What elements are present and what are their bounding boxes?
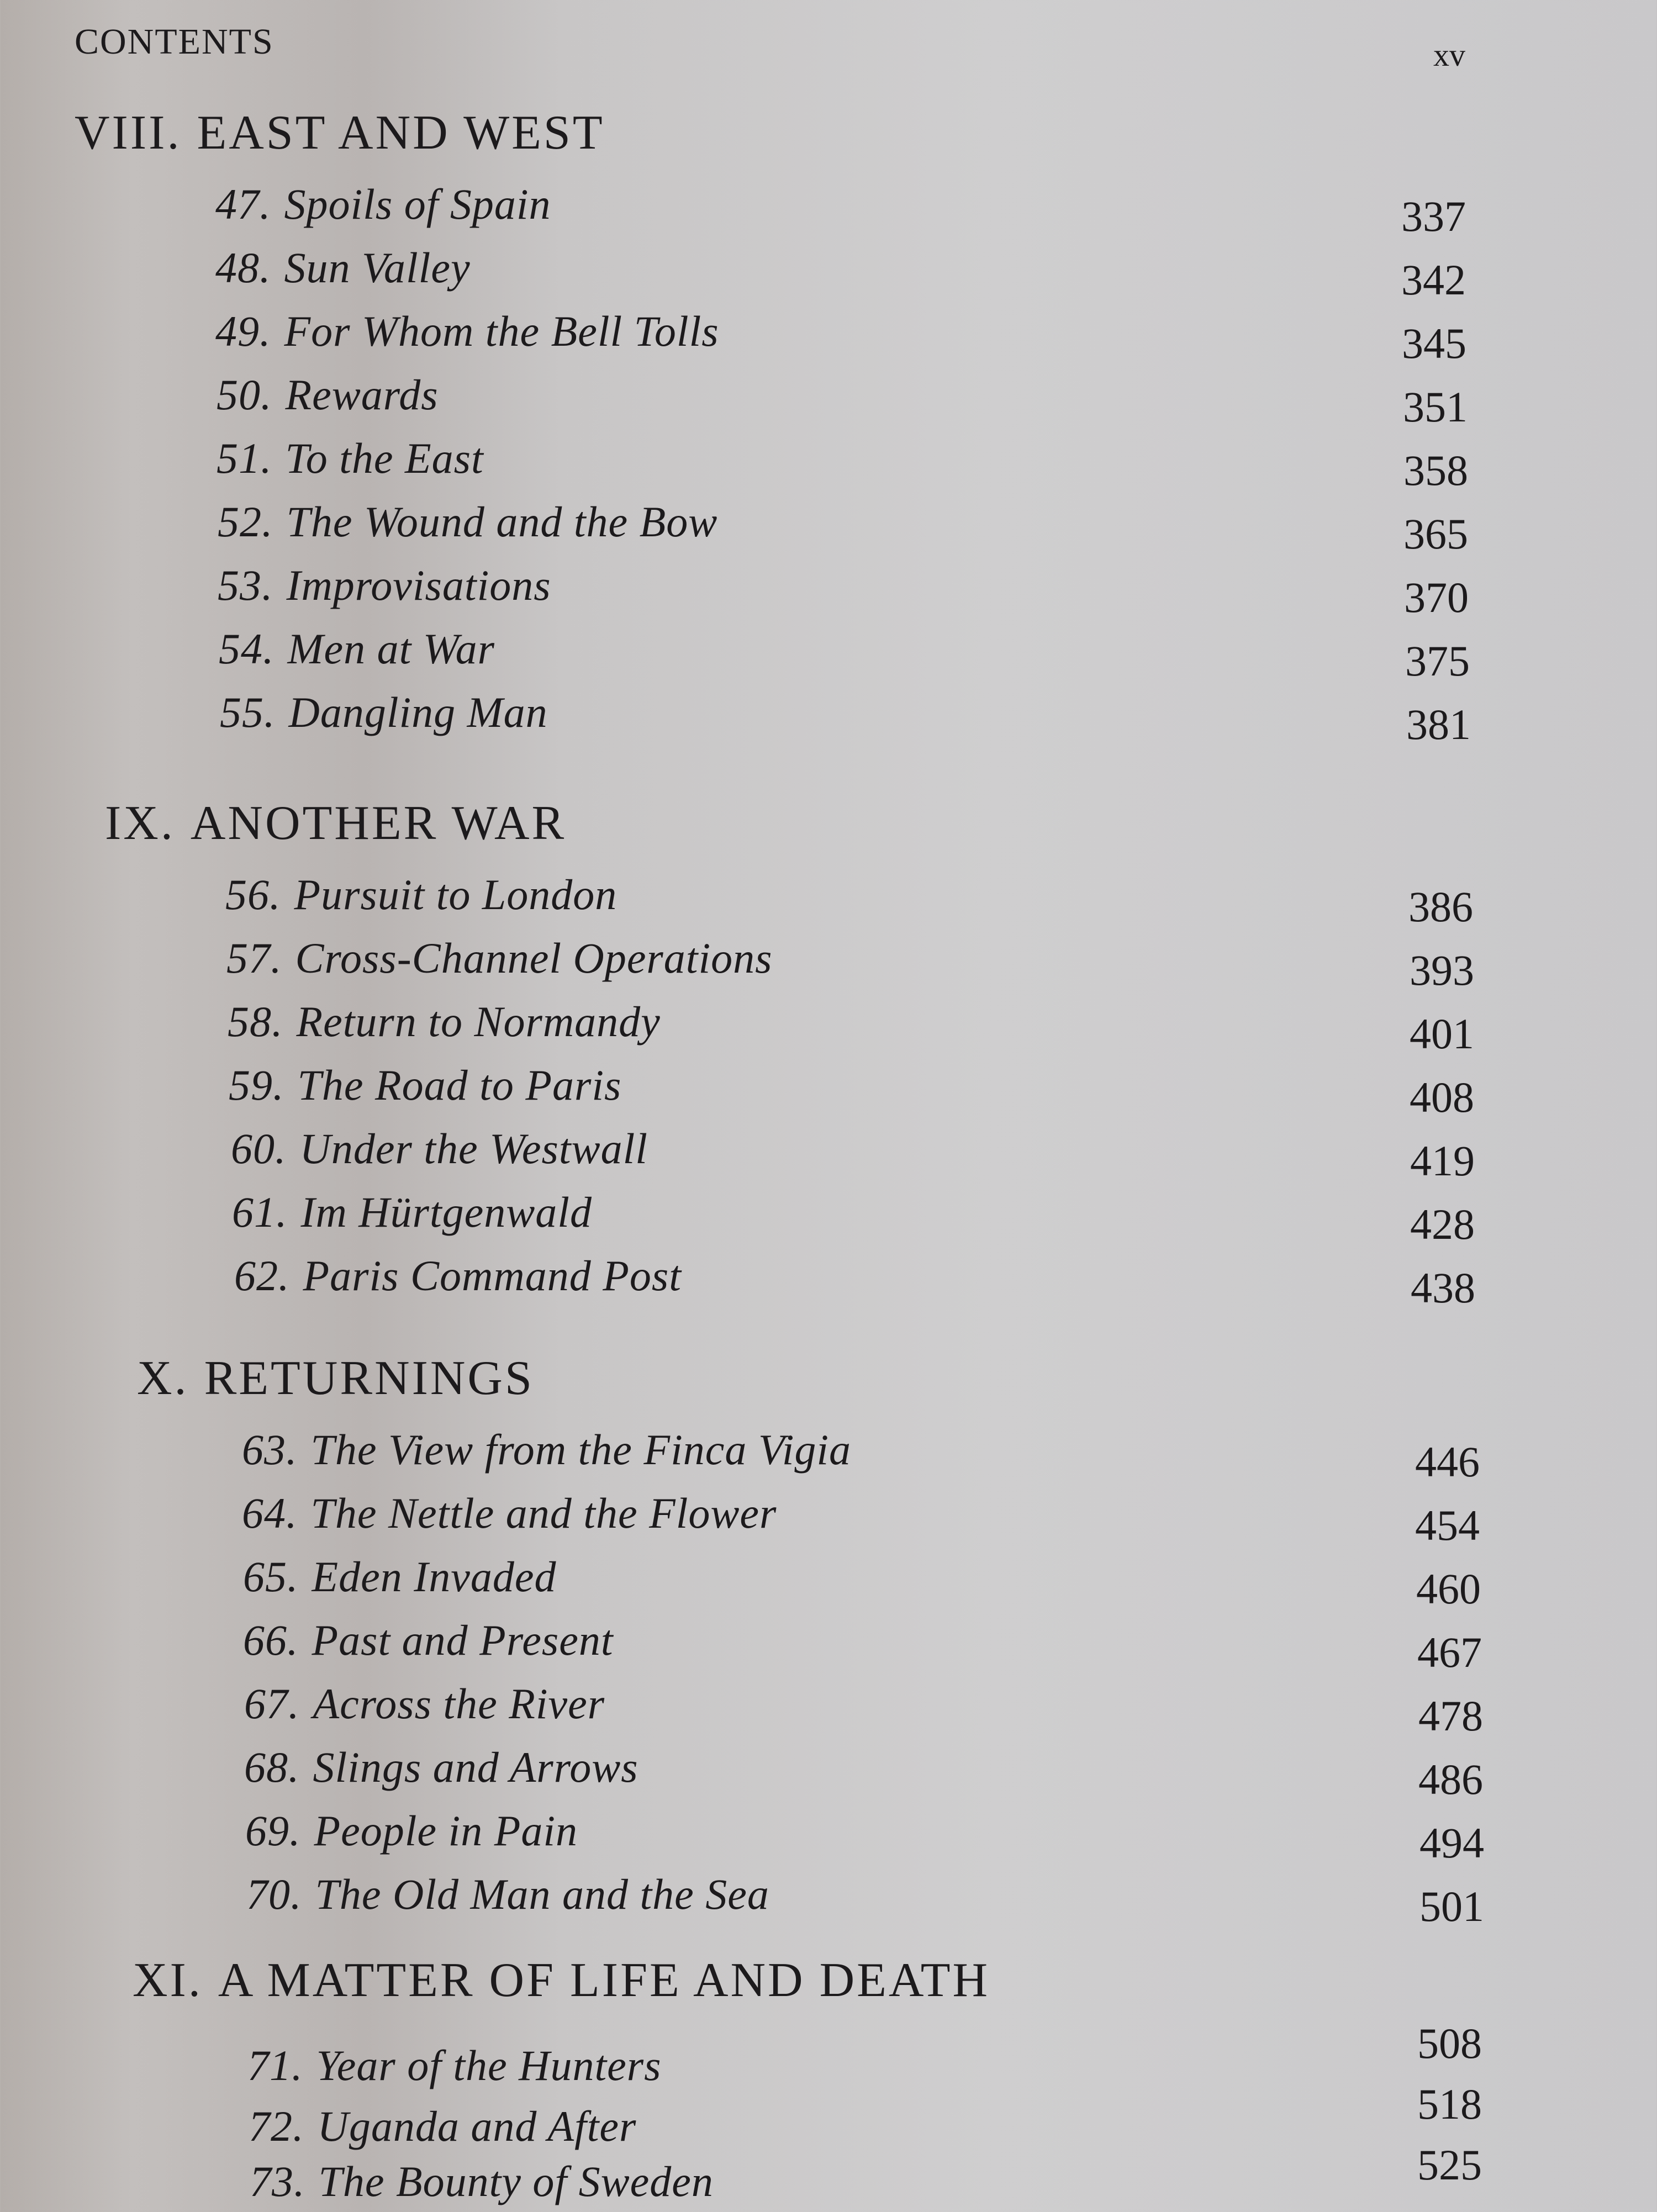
chapter-number: 73. [250, 2157, 305, 2205]
part-title: RETURNINGS [204, 1352, 534, 1405]
chapter-title: 50. Rewards [217, 371, 439, 419]
chapter-title: 71. Year of the Hunters [247, 2041, 662, 2089]
part-numeral: VIII. [75, 106, 182, 160]
chapter-number: 69. [245, 1807, 301, 1855]
chapter-number: 56. [225, 870, 281, 918]
page-number: 393 [1410, 946, 1474, 994]
chapter-title: 65. Eden Invaded [243, 1553, 557, 1601]
page-number: 375 [1405, 637, 1470, 685]
chapter-title: 57. Cross-Channel Operations [226, 934, 773, 982]
page-number: 438 [1411, 1264, 1475, 1312]
chapter-number: 49. [215, 307, 271, 355]
page-number: 494 [1419, 1819, 1484, 1867]
page-number: 358 [1403, 446, 1468, 494]
chapter-number: 55. [220, 688, 276, 736]
chapter-title: 64. The Nettle and the Flower [242, 1489, 777, 1537]
part-heading [75, 105, 605, 161]
chapter-title: 47. Spoils of Spain [215, 180, 551, 228]
chapter-number: 54. [219, 625, 275, 673]
chapter-number: 72. [249, 2102, 304, 2150]
page-number: 518 [1417, 2080, 1482, 2128]
chapter-number: 51. [217, 434, 272, 482]
part-title: EAST AND WEST [197, 106, 605, 160]
chapter-title: 63. The View from the Finca Vigia [242, 1426, 852, 1474]
chapter-title: 55. Dangling Man [220, 688, 548, 736]
page-number: 342 [1401, 256, 1466, 304]
chapter-title: 51. To the East [217, 434, 484, 482]
chapter-title: 69. People in Pain [245, 1807, 578, 1855]
chapter-number: 61. [232, 1188, 288, 1236]
page-number: 365 [1403, 510, 1468, 558]
page-number: 467 [1417, 1628, 1482, 1676]
chapter-title: 62. Paris Command Post [234, 1252, 682, 1300]
chapter-title: 73. The Bounty of Sweden [250, 2157, 714, 2205]
chapter-title: 56. Pursuit to London [225, 870, 618, 918]
page-number: 486 [1418, 1755, 1483, 1803]
page-number: 419 [1410, 1137, 1475, 1185]
page-number: 337 [1401, 192, 1466, 240]
chapter-title: 49. For Whom the Bell Tolls [215, 307, 719, 355]
page-number: 454 [1415, 1501, 1480, 1549]
page-number: 408 [1410, 1073, 1474, 1121]
part-heading [133, 1952, 990, 2008]
page-number: 401 [1410, 1010, 1474, 1058]
chapter-title: 59. The Road to Paris [229, 1061, 622, 1109]
chapter-number: 57. [226, 934, 282, 982]
chapter-number: 64. [242, 1489, 298, 1537]
chapter-title: 53. Improvisations [218, 561, 551, 609]
part-numeral: XI. [133, 1954, 203, 2007]
chapter-title: 68. Slings and Arrows [244, 1743, 638, 1791]
chapter-number: 68. [244, 1743, 300, 1791]
page-number: 351 [1403, 383, 1468, 431]
chapter-title: 54. Men at War [219, 625, 495, 673]
chapter-number: 48. [215, 244, 271, 292]
chapter-number: 67. [244, 1680, 300, 1728]
part-numeral: X. [137, 1352, 189, 1405]
chapter-title: 72. Uganda and After [249, 2102, 637, 2150]
chapter-title: 48. Sun Valley [215, 244, 471, 292]
chapter-title: 58. Return to Normandy [228, 997, 661, 1046]
part-heading [105, 795, 566, 851]
chapter-number: 65. [243, 1553, 299, 1601]
page-number: 446 [1415, 1438, 1480, 1486]
page-number: 370 [1404, 573, 1469, 621]
chapter-number: 50. [217, 371, 272, 419]
page-number: 508 [1417, 2019, 1482, 2067]
page-folio: xv [1433, 37, 1465, 73]
chapter-title: 61. Im Hürtgenwald [232, 1188, 592, 1236]
chapter-title: 60. Under the Westwall [231, 1125, 648, 1173]
page-number: 478 [1418, 1692, 1483, 1740]
chapter-title: 66. Past and Present [243, 1616, 614, 1664]
chapter-number: 66. [243, 1616, 299, 1664]
page-number: 386 [1408, 883, 1473, 931]
chapter-title: 52. The Wound and the Bow [218, 498, 718, 546]
chapter-title: 70. The Old Man and the Sea [246, 1870, 769, 1918]
chapter-number: 53. [218, 561, 273, 609]
chapter-number: 58. [228, 997, 283, 1046]
part-title: ANOTHER WAR [190, 796, 567, 850]
page-number: 381 [1406, 700, 1471, 748]
page-number: 460 [1416, 1565, 1481, 1613]
page-number: 525 [1417, 2141, 1482, 2189]
page-number: 345 [1402, 319, 1466, 367]
chapter-number: 62. [234, 1252, 290, 1300]
chapter-number: 71. [247, 2041, 303, 2089]
page-number: 501 [1419, 1882, 1484, 1930]
running-head: CONTENTS [75, 22, 274, 62]
part-numeral: IX. [105, 796, 175, 850]
part-title: A MATTER OF LIFE AND DEATH [218, 1954, 990, 2007]
chapter-number: 59. [229, 1061, 284, 1109]
chapter-number: 70. [246, 1870, 302, 1918]
chapter-number: 60. [231, 1125, 287, 1173]
chapter-number: 47. [215, 180, 271, 228]
chapter-number: 63. [242, 1426, 298, 1474]
part-heading [137, 1350, 534, 1406]
chapter-number: 52. [218, 498, 273, 546]
chapter-title: 67. Across the River [244, 1680, 605, 1728]
page-number: 428 [1410, 1200, 1475, 1248]
